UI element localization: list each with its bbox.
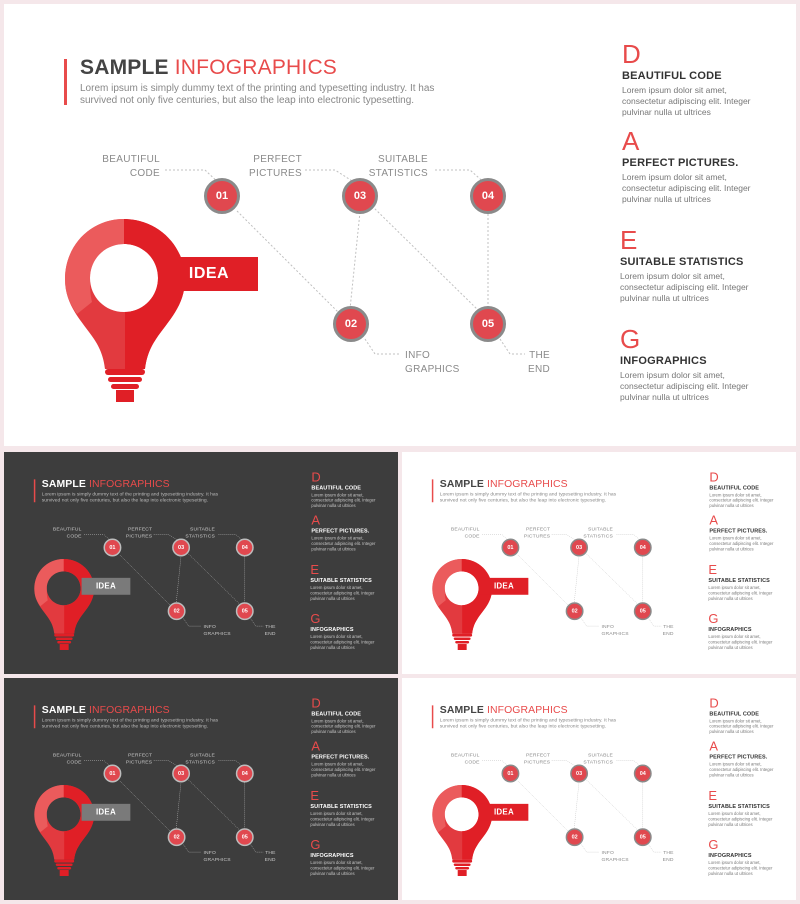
label-line: CODE — [129, 168, 160, 179]
sidebar-body: Lorem ipsum dolor sit amet, consectetur adipiscing elit. Integer pulvinar nulla ut ultrices — [311, 761, 376, 778]
label-line: BEAUTIFUL — [450, 526, 480, 533]
label-line: PICTURES — [125, 533, 153, 540]
title-accent: INFOGRAPHICS — [88, 477, 170, 490]
label-line: SUITABLE — [588, 526, 613, 533]
sidebar-body: Lorem ipsum dolor sit amet, consectetur adipiscing elit. Integer pulvinar nulla ut ultrices — [620, 271, 749, 303]
label-info-graphics — [203, 624, 230, 638]
label-line: BEAUTIFUL — [102, 154, 160, 165]
label-line: THE — [663, 850, 674, 856]
step-01-circle: 01 — [104, 539, 122, 557]
label-line: END — [527, 364, 550, 375]
label-line: PERFECT — [127, 526, 153, 533]
label-line: PICTURES — [523, 759, 551, 766]
label-suitable-statistics — [360, 153, 428, 181]
label-perfect-pictures — [519, 752, 550, 766]
label-perfect-pictures — [121, 752, 152, 766]
step-03-circle: 03 — [342, 178, 378, 214]
sidebar-heading: BEAUTIFUL CODE — [709, 484, 760, 491]
slide-content — [4, 4, 796, 446]
sidebar-item-perfect-pictures — [311, 739, 386, 778]
sidebar-body: Lorem ipsum dolor sit amet, consectetur adipiscing elit. Integer pulvinar nulla ut ultrices — [708, 810, 773, 827]
lightbulb-icon — [32, 556, 102, 651]
step-04-circle: 04 — [634, 765, 652, 783]
idea-label: IDEA — [82, 804, 131, 821]
label-line: PERFECT — [127, 752, 153, 759]
label-suitable-statistics — [181, 752, 215, 766]
sidebar-heading: INFOGRAPHICS — [310, 852, 354, 859]
sidebar-letter: D — [709, 695, 719, 711]
sidebar-body: Lorem ipsum dolor sit amet, consectetur adipiscing elit. Integer pulvinar nulla ut ultrices — [310, 860, 375, 876]
label-line: PICTURES — [523, 533, 551, 540]
sidebar-item-suitable-statistics — [708, 788, 783, 827]
sidebar-heading: SUITABLE STATISTICS — [708, 803, 770, 810]
label-info-graphics — [601, 624, 628, 638]
sidebar-letter: D — [311, 695, 321, 711]
sidebar-body: Lorem ipsum dolor sit amet, consectetur adipiscing elit. Integer pulvinar nulla ut ultrices — [311, 535, 376, 552]
sidebar-heading: SUITABLE STATISTICS — [620, 256, 744, 268]
label-line: SUITABLE — [190, 526, 215, 533]
label-perfect-pictures — [121, 526, 152, 540]
slide-thumb-dark-2 — [4, 678, 398, 900]
lightbulb-icon — [430, 556, 500, 651]
sidebar-item-beautiful-code — [311, 696, 386, 735]
label-the-end — [520, 349, 550, 377]
sidebar-letter: G — [708, 837, 719, 853]
step-03-circle: 03 — [172, 765, 190, 783]
slide-content — [402, 678, 796, 900]
label-line: THE — [663, 624, 674, 630]
title-strong: SAMPLE — [41, 477, 86, 490]
slide-subtitle: Lorem ipsum is simply dummy text of the printing and typesetting industry. It has survived not only five centuries, but also the leap into electronic typesetting. — [80, 83, 435, 106]
sidebar-letter: G — [310, 611, 321, 627]
title-strong: SAMPLE — [80, 56, 169, 79]
slide-subtitle: Lorem ipsum is simply dummy text of the printing and typesetting industry. It has survived not only five centuries, but also the leap into electronic typesetting. — [41, 717, 219, 729]
label-line: GRAPHICS — [601, 857, 629, 863]
sidebar-letter: E — [708, 787, 718, 803]
sidebar-heading: INFOGRAPHICS — [620, 355, 707, 367]
label-line: INFO — [601, 850, 614, 856]
label-suitable-statistics — [181, 526, 215, 540]
sidebar-item-suitable-statistics — [310, 788, 385, 827]
label-line: CODE — [66, 759, 82, 766]
sidebar-body: Lorem ipsum dolor sit amet, consectetur adipiscing elit. Integer pulvinar nulla ut ultrices — [709, 761, 774, 778]
label-line: SUITABLE — [588, 752, 613, 759]
step-05-circle: 05 — [236, 602, 254, 620]
label-line: GRAPHICS — [203, 857, 231, 863]
step-02-circle: 02 — [566, 828, 584, 846]
label-line: CODE — [464, 533, 480, 540]
title-strong: SAMPLE — [439, 477, 484, 490]
label-line: THE — [529, 350, 550, 361]
sidebar-letter: G — [708, 611, 719, 627]
sidebar-item-infographics — [708, 838, 783, 877]
step-04-circle: 04 — [634, 539, 652, 557]
sidebar-letter: A — [709, 738, 719, 754]
step-05-circle: 05 — [634, 828, 652, 846]
label-line: SUITABLE — [190, 752, 215, 759]
label-info-graphics — [405, 349, 460, 377]
sidebar-body: Lorem ipsum dolor sit amet, consectetur adipiscing elit. Integer pulvinar nulla ut ultrices — [708, 634, 773, 650]
sidebar-heading: INFOGRAPHICS — [708, 852, 752, 859]
label-info-graphics — [203, 850, 230, 864]
label-line: BEAUTIFUL — [52, 526, 82, 533]
step-01-circle: 01 — [104, 765, 122, 783]
label-line: CODE — [464, 759, 480, 766]
sidebar-body: Lorem ipsum dolor sit amet, consectetur adipiscing elit. Integer pulvinar nulla ut ultrices — [311, 718, 376, 735]
sidebar-heading: PERFECT PICTURES. — [709, 754, 768, 761]
sidebar-item-infographics — [310, 838, 385, 877]
label-line: PICTURES — [125, 759, 153, 766]
sidebar-heading: PERFECT PICTURES. — [311, 528, 370, 535]
sidebar-item-infographics — [708, 612, 783, 651]
idea-label: IDEA — [480, 578, 529, 595]
sidebar-letter: E — [310, 561, 320, 577]
step-03-circle: 03 — [172, 539, 190, 557]
label-beautiful-code — [450, 526, 480, 540]
step-05-circle: 05 — [634, 602, 652, 620]
sidebar-item-infographics — [620, 325, 770, 403]
label-line: END — [264, 631, 276, 637]
sidebar-heading: BEAUTIFUL CODE — [709, 710, 760, 717]
sidebar-item-beautiful-code — [709, 470, 784, 509]
slide-content — [402, 452, 796, 674]
sidebar-letter: A — [311, 738, 321, 754]
sidebar-item-perfect-pictures — [311, 513, 386, 552]
sidebar-letter: G — [310, 837, 321, 853]
label-line: END — [662, 631, 674, 637]
label-line: STATISTICS — [185, 533, 215, 540]
sidebar-body: Lorem ipsum dolor sit amet, consectetur adipiscing elit. Integer pulvinar nulla ut ultrices — [620, 370, 749, 402]
title-accent: INFOGRAPHICS — [174, 56, 338, 79]
sidebar-letter: A — [311, 512, 321, 528]
slide-main-light — [4, 4, 796, 446]
sidebar-letter: D — [622, 39, 641, 69]
label-the-end — [659, 624, 674, 638]
sidebar-body: Lorem ipsum dolor sit amet, consectetur adipiscing elit. Integer pulvinar nulla ut ultrices — [622, 172, 751, 204]
sidebar-letter: A — [709, 512, 719, 528]
label-line: BEAUTIFUL — [52, 752, 82, 759]
label-beautiful-code — [450, 752, 480, 766]
step-03-circle: 03 — [570, 765, 588, 783]
sidebar-letter: A — [622, 126, 640, 156]
label-beautiful-code — [100, 153, 160, 181]
label-perfect-pictures — [519, 526, 550, 540]
step-05-circle: 05 — [236, 828, 254, 846]
slide-subtitle: Lorem ipsum is simply dummy text of the printing and typesetting industry. It has survived not only five centuries, but also the leap into electronic typesetting. — [439, 717, 617, 729]
label-beautiful-code — [52, 526, 82, 540]
slide-thumb-dark-1 — [4, 452, 398, 674]
title-accent: INFOGRAPHICS — [486, 477, 568, 490]
sidebar-heading: INFOGRAPHICS — [708, 626, 752, 633]
title-strong: SAMPLE — [41, 703, 86, 716]
label-line: STATISTICS — [583, 533, 613, 540]
label-line: GRAPHICS — [405, 364, 460, 375]
label-info-graphics — [601, 850, 628, 864]
label-line: END — [264, 857, 276, 863]
sidebar-letter: G — [620, 324, 641, 354]
sidebar-body: Lorem ipsum dolor sit amet, consectetur adipiscing elit. Integer pulvinar nulla ut ultrices — [708, 584, 773, 601]
step-02-circle: 02 — [566, 602, 584, 620]
label-line: STATISTICS — [368, 168, 428, 179]
slide-thumb-light-1 — [402, 452, 796, 674]
step-02-circle: 02 — [168, 828, 186, 846]
slide-subtitle: Lorem ipsum is simply dummy text of the printing and typesetting industry. It has survived not only five centuries, but also the leap into electronic typesetting. — [41, 491, 219, 503]
sidebar-letter: E — [620, 225, 638, 255]
sidebar-item-perfect-pictures — [709, 739, 784, 778]
sidebar-item-beautiful-code — [311, 470, 386, 509]
sidebar-letter: D — [311, 469, 321, 485]
title-accent: INFOGRAPHICS — [486, 703, 568, 716]
slide-subtitle: Lorem ipsum is simply dummy text of the printing and typesetting industry. It has survived not only five centuries, but also the leap into electronic typesetting. — [439, 491, 617, 503]
sidebar-item-infographics — [310, 612, 385, 651]
slide-content — [4, 452, 398, 674]
sidebar-body: Lorem ipsum dolor sit amet, consectetur adipiscing elit. Integer pulvinar nulla ut ultrices — [709, 492, 774, 509]
sidebar-heading: PERFECT PICTURES. — [622, 157, 739, 169]
label-line: BEAUTIFUL — [450, 752, 480, 759]
label-the-end — [261, 624, 276, 638]
sidebar-item-beautiful-code — [709, 696, 784, 735]
title-accent: INFOGRAPHICS — [88, 703, 170, 716]
sidebar-heading: SUITABLE STATISTICS — [310, 577, 372, 584]
sidebar-heading: PERFECT PICTURES. — [311, 754, 370, 761]
label-line: THE — [265, 624, 276, 630]
label-line: PERFECT — [525, 752, 551, 759]
label-the-end — [261, 850, 276, 864]
label-line: END — [662, 857, 674, 863]
idea-label: IDEA — [82, 578, 131, 595]
lightbulb-icon — [430, 782, 500, 877]
sidebar-body: Lorem ipsum dolor sit amet, consectetur adipiscing elit. Integer pulvinar nulla ut ultrices — [622, 85, 751, 117]
label-line: INFO — [601, 624, 614, 630]
sidebar-heading: PERFECT PICTURES. — [709, 528, 768, 535]
idea-label: IDEA — [480, 804, 529, 821]
label-line: PERFECT — [525, 526, 551, 533]
sidebar-heading: BEAUTIFUL CODE — [622, 70, 722, 82]
sidebar-body: Lorem ipsum dolor sit amet, consectetur adipiscing elit. Integer pulvinar nulla ut ultrices — [311, 492, 376, 509]
sidebar-heading: SUITABLE STATISTICS — [310, 803, 372, 810]
label-line: STATISTICS — [583, 759, 613, 766]
label-line: THE — [265, 850, 276, 856]
label-line: STATISTICS — [185, 759, 215, 766]
lightbulb-icon — [32, 782, 102, 877]
step-04-circle: 04 — [236, 765, 254, 783]
slide-thumb-light-2 — [402, 678, 796, 900]
step-03-circle: 03 — [570, 539, 588, 557]
step-01-circle: 01 — [204, 178, 240, 214]
slide-content — [4, 678, 398, 900]
sidebar-body: Lorem ipsum dolor sit amet, consectetur adipiscing elit. Integer pulvinar nulla ut ultrices — [709, 535, 774, 552]
sidebar-body: Lorem ipsum dolor sit amet, consectetur adipiscing elit. Integer pulvinar nulla ut ultrices — [310, 634, 375, 650]
label-line: GRAPHICS — [601, 631, 629, 637]
label-line: PERFECT — [253, 154, 302, 165]
sidebar-item-beautiful-code — [622, 40, 772, 118]
label-line: PICTURES — [249, 168, 302, 179]
label-line: INFO — [203, 850, 216, 856]
step-04-circle: 04 — [470, 178, 506, 214]
label-line: GRAPHICS — [203, 631, 231, 637]
label-line: SUITABLE — [377, 154, 428, 165]
label-suitable-statistics — [579, 526, 613, 540]
sidebar-letter: E — [310, 787, 320, 803]
sidebar-heading: BEAUTIFUL CODE — [311, 484, 362, 491]
label-the-end — [659, 850, 674, 864]
sidebar-body: Lorem ipsum dolor sit amet, consectetur adipiscing elit. Integer pulvinar nulla ut ultrices — [310, 810, 375, 827]
step-02-circle: 02 — [168, 602, 186, 620]
sidebar-item-suitable-statistics — [310, 562, 385, 601]
sidebar-heading: INFOGRAPHICS — [310, 626, 354, 633]
step-04-circle: 04 — [236, 539, 254, 557]
sidebar-body: Lorem ipsum dolor sit amet, consectetur adipiscing elit. Integer pulvinar nulla ut ultrices — [709, 718, 774, 735]
step-01-circle: 01 — [502, 539, 520, 557]
label-suitable-statistics — [579, 752, 613, 766]
idea-label: IDEA — [160, 257, 258, 291]
label-line: CODE — [66, 533, 82, 540]
step-01-circle: 01 — [502, 765, 520, 783]
sidebar-body: Lorem ipsum dolor sit amet, consectetur adipiscing elit. Integer pulvinar nulla ut ultrices — [310, 584, 375, 601]
sidebar-item-suitable-statistics — [620, 226, 770, 304]
title-strong: SAMPLE — [439, 703, 484, 716]
sidebar-heading: BEAUTIFUL CODE — [311, 710, 362, 717]
label-line: INFO — [203, 624, 216, 630]
lightbulb-icon — [60, 214, 200, 404]
sidebar-letter: E — [708, 561, 718, 577]
label-beautiful-code — [52, 752, 82, 766]
label-perfect-pictures — [240, 153, 302, 181]
label-line: INFO — [405, 350, 431, 361]
sidebar-heading: SUITABLE STATISTICS — [708, 577, 770, 584]
sidebar-letter: D — [709, 469, 719, 485]
sidebar-item-suitable-statistics — [708, 562, 783, 601]
sidebar-item-perfect-pictures — [622, 127, 772, 205]
step-05-circle: 05 — [470, 306, 506, 342]
sidebar-item-perfect-pictures — [709, 513, 784, 552]
step-02-circle: 02 — [333, 306, 369, 342]
sidebar-body: Lorem ipsum dolor sit amet, consectetur adipiscing elit. Integer pulvinar nulla ut ultrices — [708, 860, 773, 876]
